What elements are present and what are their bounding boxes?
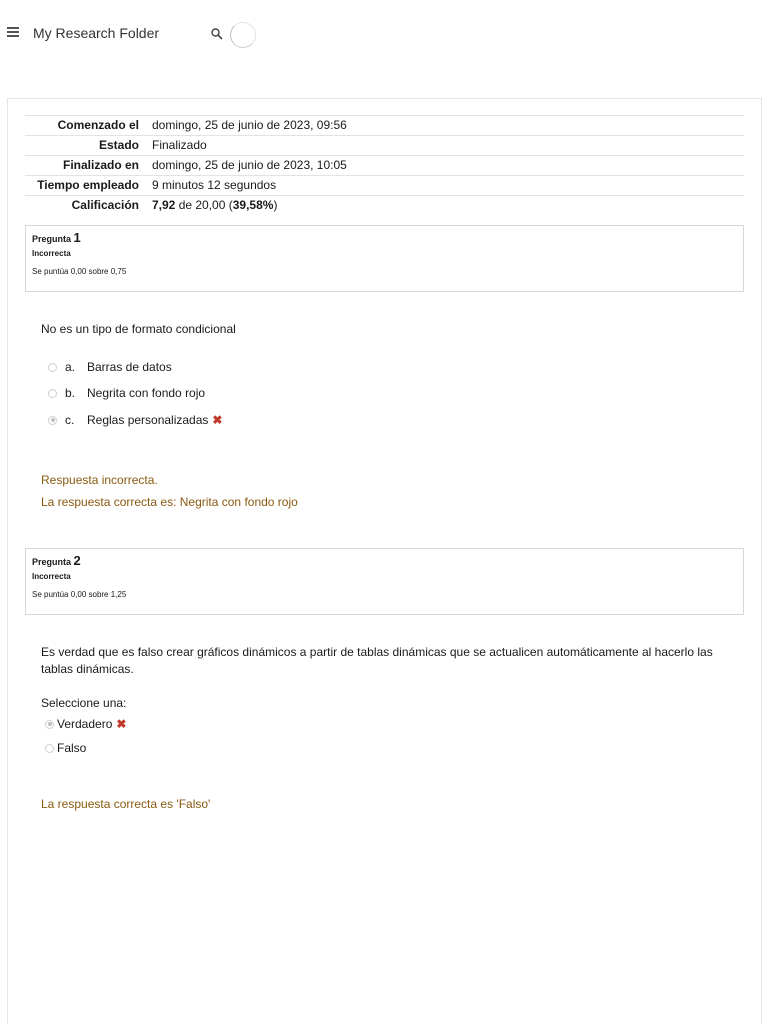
summary-value: 9 minutos 12 segundos: [152, 178, 277, 192]
feedback-incorrect: Respuesta incorrecta.: [41, 473, 158, 487]
question-prefix: Pregunta: [32, 557, 72, 567]
select-one-prompt: Seleccione una:: [41, 696, 127, 710]
app-title: My Research Folder: [33, 25, 160, 41]
summary-row: [25, 116, 744, 136]
question-info-2: [25, 548, 744, 615]
radio-button[interactable]: [48, 363, 57, 372]
summary-row: [25, 156, 744, 176]
question-number-value: 1: [73, 230, 81, 245]
feedback-correct-answer: La respuesta correcta es: Negrita con fondo rojo: [41, 495, 298, 509]
radio-button-selected[interactable]: [48, 416, 57, 425]
question-number: [32, 230, 737, 245]
question-number: [32, 553, 737, 568]
question-text: Es verdad que es falso crear gráficos dinámicos a partir de tablas dinámicas que se actualicen automáticamente al hacerlo las tablas dinámicas.: [41, 645, 713, 676]
grade-label: Calificación: [71, 198, 139, 212]
hamburger-icon[interactable]: [7, 27, 19, 37]
question-info-1: [25, 225, 744, 292]
question-grade: Se puntúa 0,00 sobre 1,25: [32, 590, 127, 599]
grade-percent: 39,58%: [232, 198, 274, 212]
option-letter: b.: [65, 386, 76, 400]
summary-row: [25, 176, 744, 196]
option-letter: a.: [65, 360, 76, 374]
question-number-value: 2: [73, 553, 81, 568]
attempt-summary-table: [25, 115, 744, 215]
feedback-correct-answer: La respuesta correcta es 'Falso': [41, 797, 211, 811]
answer-option-b[interactable]: [48, 386, 205, 400]
question-prefix: Pregunta: [32, 234, 72, 244]
incorrect-icon: ✖: [116, 717, 127, 731]
incorrect-icon: ✖: [212, 413, 223, 427]
grade-row: [25, 196, 744, 216]
top-bar: [0, 0, 768, 68]
loading-spinner-icon: [230, 22, 256, 48]
question-state: Incorrecta: [32, 249, 71, 258]
summary-value: domingo, 25 de junio de 2023, 10:05: [152, 158, 347, 172]
grade-value: [152, 196, 744, 216]
summary-value: domingo, 25 de junio de 2023, 09:56: [152, 118, 347, 132]
answer-option-c[interactable]: [48, 413, 222, 427]
grade-end: ): [273, 198, 278, 212]
question-grade: Se puntúa 0,00 sobre 0,75: [32, 267, 127, 276]
summary-label: Finalizado en: [62, 158, 139, 172]
radio-button[interactable]: [48, 389, 57, 398]
radio-button-selected[interactable]: [45, 720, 54, 729]
radio-button[interactable]: [45, 744, 54, 753]
grade-score: 7,92: [152, 198, 176, 212]
option-label: Verdadero: [57, 717, 113, 731]
search-icon[interactable]: [210, 27, 224, 41]
answer-option-true[interactable]: [45, 717, 126, 731]
question-state: Incorrecta: [32, 572, 71, 581]
answer-option-a[interactable]: [48, 360, 172, 374]
option-label: Reglas personalizadas: [87, 413, 209, 427]
summary-label: Comenzado el: [57, 118, 139, 132]
summary-label: Estado: [98, 138, 139, 152]
grade-middle: de 20,00 (: [175, 198, 233, 212]
summary-value: Finalizado: [152, 138, 207, 152]
question-text: No es un tipo de formato condicional: [41, 322, 236, 336]
answer-option-false[interactable]: [45, 741, 86, 755]
option-letter: c.: [65, 413, 75, 427]
option-label: Negrita con fondo rojo: [87, 386, 206, 400]
option-label: Barras de datos: [87, 360, 172, 374]
summary-row: [25, 136, 744, 156]
option-label: Falso: [57, 741, 87, 755]
summary-label: Tiempo empleado: [37, 178, 139, 192]
